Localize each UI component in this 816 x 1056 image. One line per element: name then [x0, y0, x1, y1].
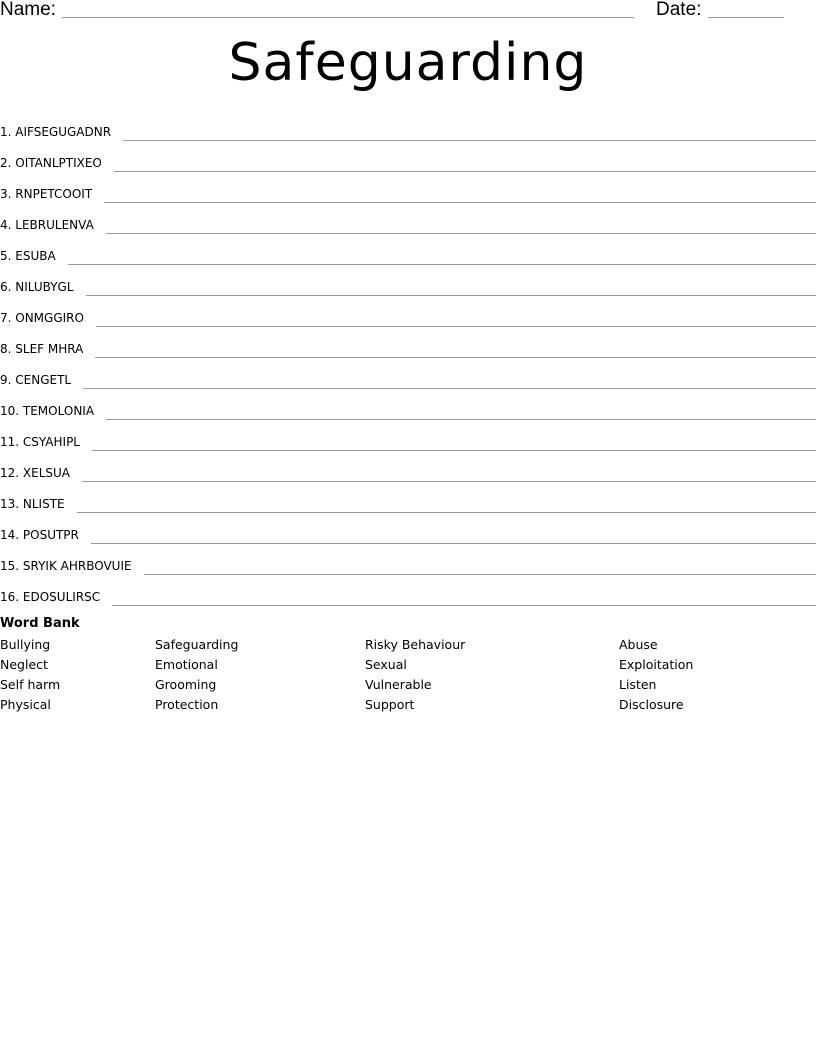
question-text: 2. OITANLPTIXEO — [0, 156, 102, 170]
question-text: 16. EDOSULIRSC — [0, 590, 101, 604]
question-text: 13. NLISTE — [0, 497, 65, 511]
question-text: 5. ESUBA — [0, 249, 56, 263]
question-text: 7. ONMGGIRO — [0, 311, 84, 325]
answer-line[interactable] — [106, 233, 816, 234]
question-row — [0, 420, 816, 451]
answer-line[interactable] — [68, 264, 816, 265]
answer-line[interactable] — [82, 481, 816, 482]
word-bank — [0, 615, 816, 715]
question-text: 9. CENGETL — [0, 373, 72, 387]
question-row — [0, 482, 816, 513]
answer-line[interactable] — [95, 357, 816, 358]
question-list — [0, 110, 816, 606]
date-label: Date: — [656, 0, 702, 20]
word-bank-word: Neglect — [0, 657, 48, 672]
header-row — [0, 0, 816, 22]
answer-line[interactable] — [144, 574, 816, 575]
answer-line[interactable] — [106, 419, 816, 420]
word-bank-word: Physical — [0, 697, 51, 712]
word-bank-word: Bullying — [0, 637, 51, 652]
question-row — [0, 575, 816, 606]
question-row — [0, 172, 816, 203]
question-row — [0, 327, 816, 358]
word-bank-word: Listen — [619, 677, 657, 692]
question-row — [0, 234, 816, 265]
name-input-line[interactable] — [62, 17, 634, 18]
answer-line[interactable] — [112, 605, 816, 606]
question-text: 1. AIFSEGUGADNR — [0, 125, 112, 139]
word-bank-word: Safeguarding — [155, 637, 239, 652]
question-row — [0, 110, 816, 141]
word-bank-word: Support — [365, 697, 415, 712]
word-bank-grid — [0, 635, 816, 715]
question-text: 3. RNPETCOOIT — [0, 187, 93, 201]
question-row — [0, 296, 816, 327]
question-text: 4. LEBRULENVA — [0, 218, 94, 232]
question-row — [0, 389, 816, 420]
page-title: Safeguarding — [228, 33, 588, 93]
word-bank-word: Disclosure — [619, 697, 684, 712]
word-bank-word: Sexual — [365, 657, 407, 672]
answer-line[interactable] — [83, 388, 816, 389]
question-text: 14. POSUTPR — [0, 528, 79, 542]
word-bank-word: Abuse — [619, 637, 658, 652]
question-text: 6. NILUBYGL — [0, 280, 74, 294]
question-text: 15. SRYIK AHRBOVUIE — [0, 559, 132, 573]
answer-line[interactable] — [123, 140, 816, 141]
word-bank-word: Risky Behaviour — [365, 637, 466, 652]
answer-line[interactable] — [114, 171, 816, 172]
name-label: Name: — [0, 0, 56, 20]
question-row — [0, 544, 816, 575]
question-row — [0, 203, 816, 234]
question-row — [0, 265, 816, 296]
word-bank-word: Grooming — [155, 677, 217, 692]
word-bank-word: Vulnerable — [365, 677, 432, 692]
word-bank-title: Word Bank — [0, 616, 80, 631]
question-row — [0, 358, 816, 389]
question-row — [0, 513, 816, 544]
answer-line[interactable] — [86, 295, 816, 296]
answer-line[interactable] — [77, 512, 816, 513]
question-row — [0, 141, 816, 172]
question-text: 8. SLEF MHRA — [0, 342, 84, 356]
answer-line[interactable] — [104, 202, 816, 203]
date-input-line[interactable] — [708, 17, 784, 18]
question-text: 11. CSYAHIPL — [0, 435, 80, 449]
word-bank-word: Protection — [155, 697, 219, 712]
word-bank-word: Emotional — [155, 657, 218, 672]
answer-line[interactable] — [96, 326, 816, 327]
question-text: 10. TEMOLONIA — [0, 404, 95, 418]
word-bank-word: Exploitation — [619, 657, 694, 672]
word-bank-word: Self harm — [0, 677, 61, 692]
question-row — [0, 451, 816, 482]
answer-line[interactable] — [92, 450, 816, 451]
answer-line[interactable] — [91, 543, 816, 544]
question-text: 12. XELSUA — [0, 466, 70, 480]
